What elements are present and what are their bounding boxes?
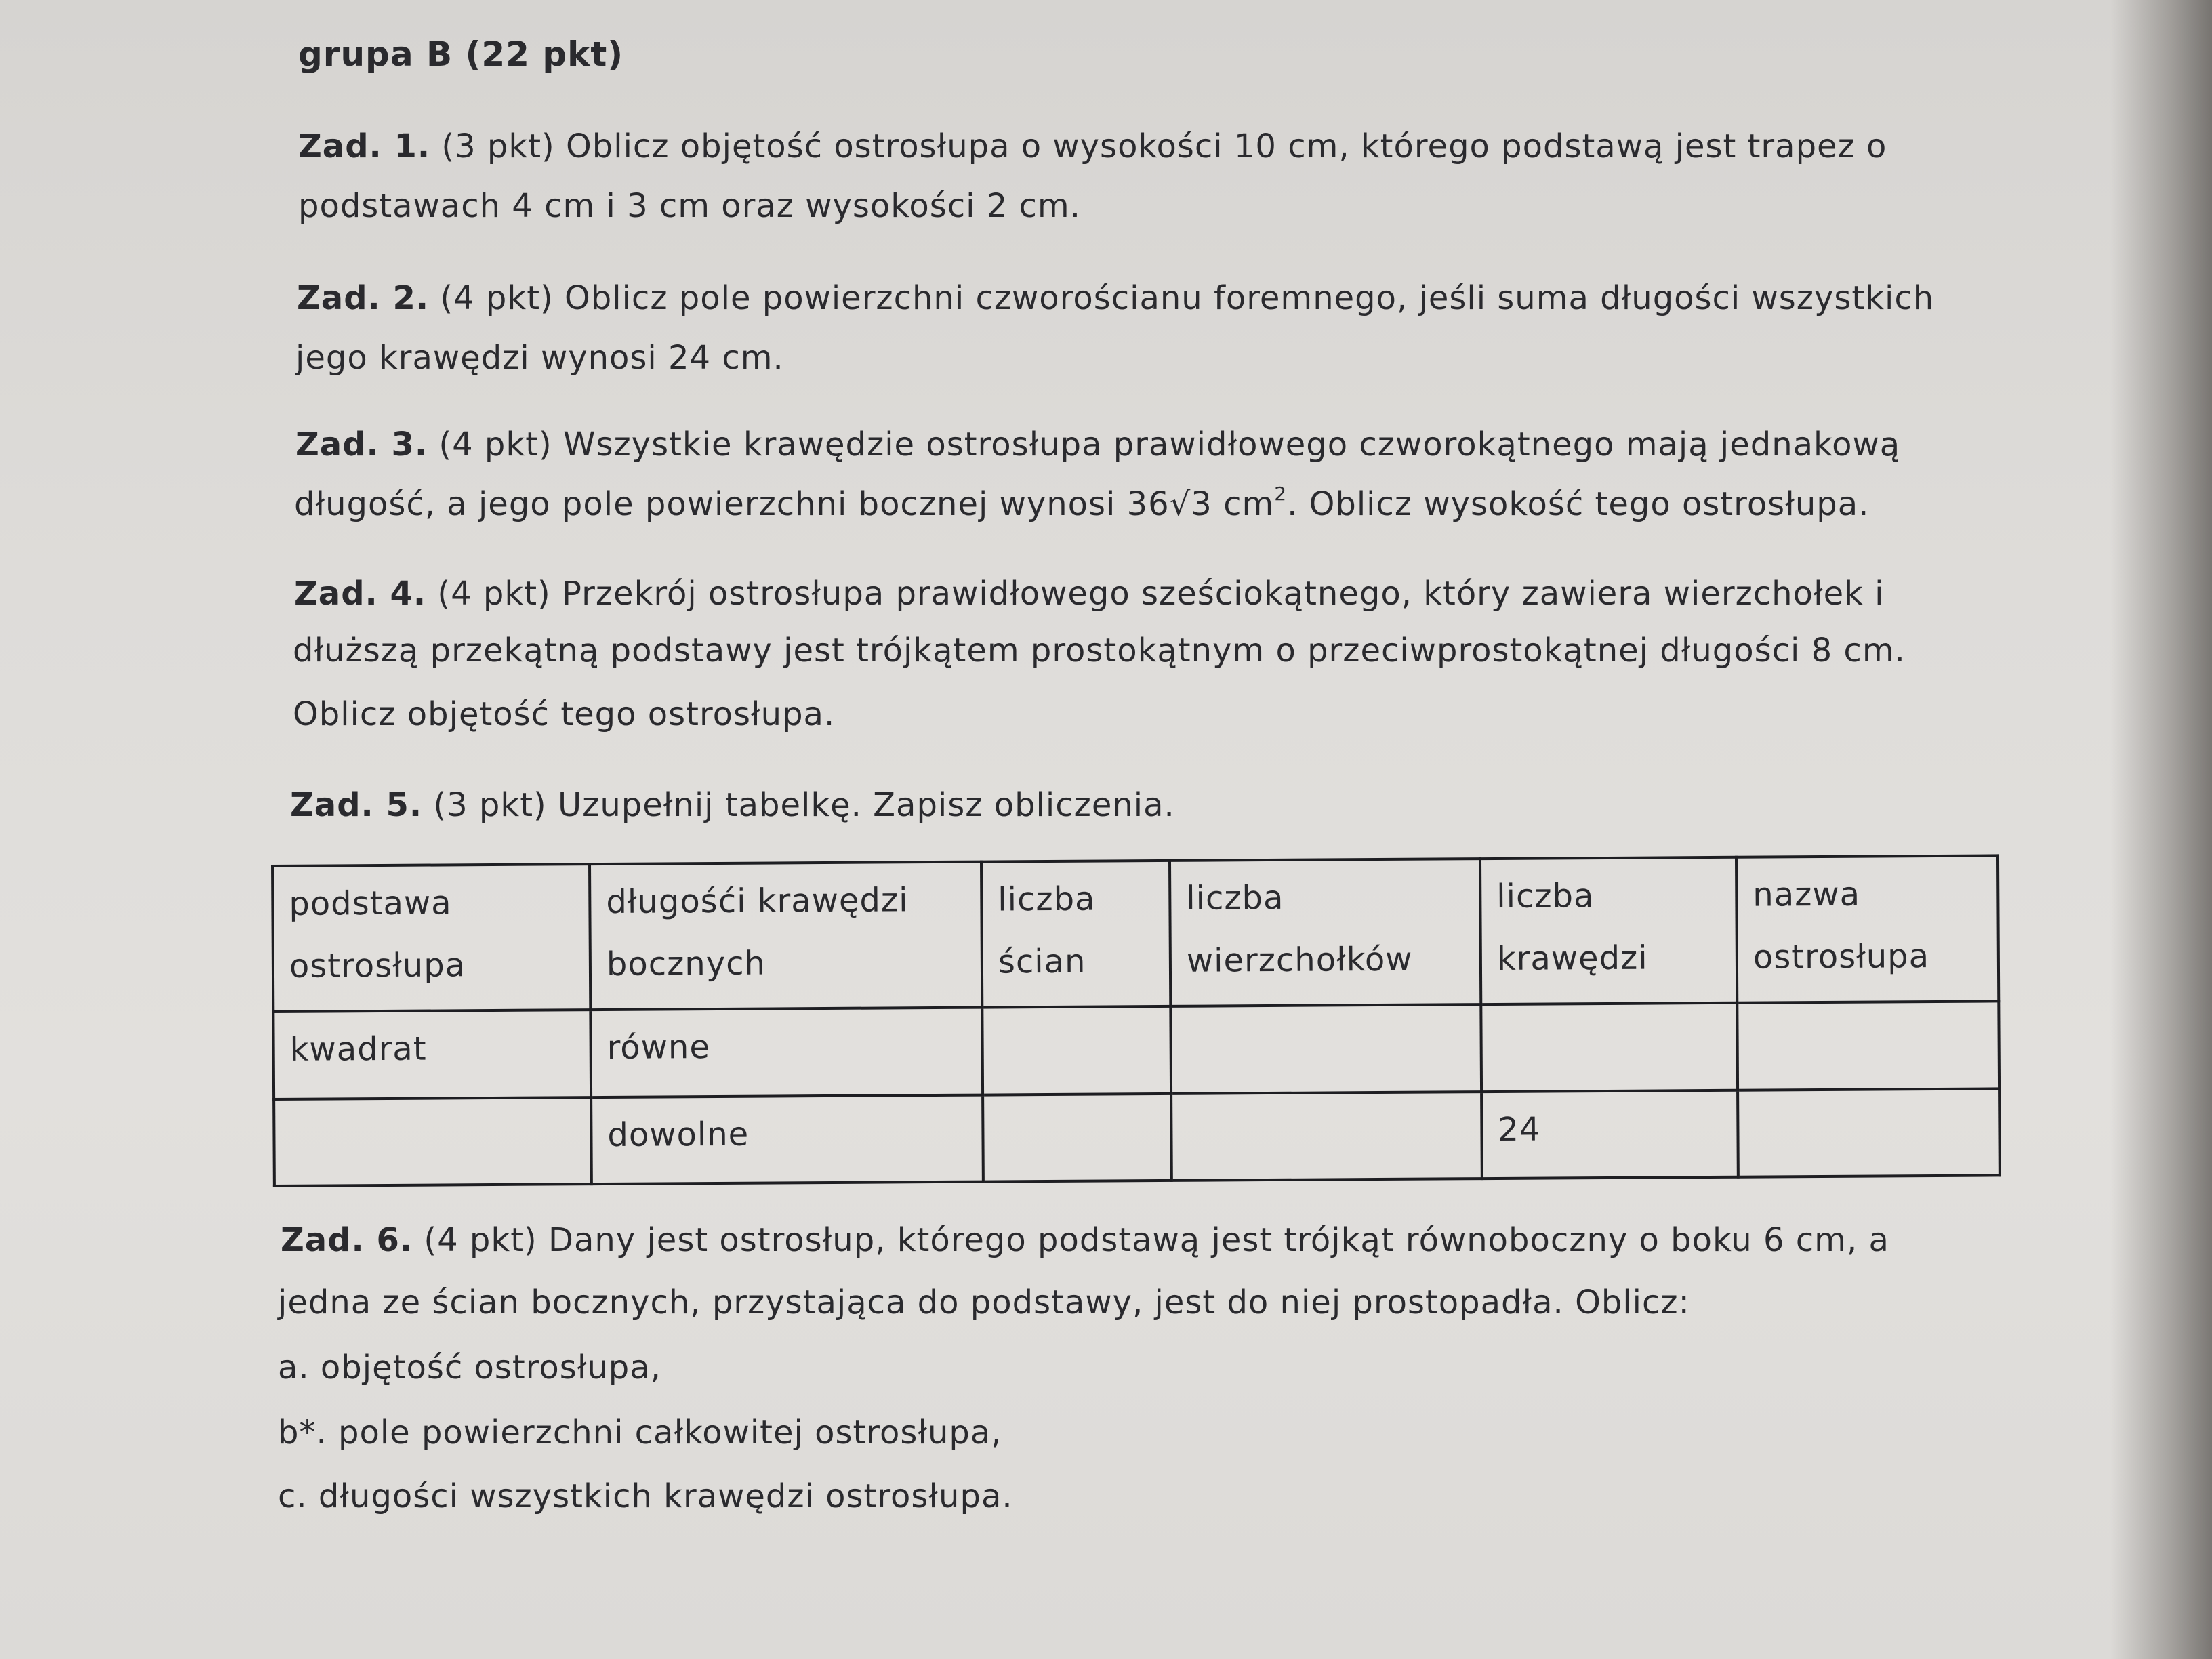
task-4-line-3: Oblicz objętość tego ostrosłupa. [293, 695, 836, 733]
header-cell: nazwa ostrosłupa [1736, 855, 1999, 1003]
task-5-line-1 [290, 785, 1175, 825]
task-4-line-2: dłuższą przekątną podstawy jest trójkątem prostokątnym o przeciwprostokątnej długości 8 cm. [293, 632, 1906, 670]
task-6-item-b: b*. pole powierzchni całkowitej ostrosłupa, [278, 1414, 1002, 1452]
header-cell: liczba krawędzi [1480, 857, 1737, 1005]
table-cell: 24 [1481, 1090, 1738, 1179]
task-6-item-c: c. długości wszystkich krawędzi ostrosłupa. [278, 1477, 1013, 1515]
task-6-label: Zad. 6. [281, 1221, 413, 1259]
table-header-row [272, 855, 1999, 1012]
task-2-text-1: (4 pkt) Oblicz pole powierzchni czworościanu foremnego, jeśli suma długości wszystkich [440, 279, 1935, 317]
table-cell [983, 1094, 1172, 1182]
header-cell: długośći krawędzi bocznych [590, 862, 982, 1010]
table-cell [1737, 1002, 1999, 1090]
task-2-label: Zad. 2. [297, 279, 430, 317]
task-1-line-2: podstawach 4 cm i 3 cm oraz wysokości 2 cm. [298, 187, 1081, 225]
task-4-line-1 [294, 573, 1885, 614]
answer-table [271, 854, 2001, 1187]
task-6-item-a: a. objętość ostrosłupa, [278, 1349, 661, 1387]
group-title: grupa B (22 pkt) [298, 35, 624, 74]
header-cell: liczba ścian [981, 861, 1170, 1008]
table-row [274, 1088, 2000, 1186]
task-4-text-1: (4 pkt) Przekrój ostrosłupa prawidłowego sześciokątnego, który zawiera wierzchołek i [437, 575, 1885, 613]
table-cell [274, 1097, 592, 1186]
table-cell: kwadrat [273, 1010, 591, 1099]
table-cell [982, 1006, 1171, 1094]
task-3-text-2: długość, a jego pole powierzchni bocznej wynosi 36√3 cm [294, 485, 1275, 523]
table-cell [1738, 1088, 2000, 1177]
task-6-line-2: jedna ze ścian bocznych, przystająca do podstawy, jest do niej prostopadła. Oblicz: [278, 1284, 1690, 1322]
task-5-text-1: (3 pkt) Uzupełnij tabelkę. Zapisz obliczenia. [433, 786, 1175, 824]
table-cell [1170, 1004, 1481, 1093]
task-1-text-1: (3 pkt) Oblicz objętość ostrosłupa o wysokości 10 cm, którego podstawą jest trapez o [441, 127, 1887, 165]
task-3-text-1: (4 pkt) Wszystkie krawędzie ostrosłupa prawidłowego czworokątnego mają jednakową [438, 426, 1901, 464]
header-cell: liczba wierzchołków [1170, 859, 1481, 1006]
table-cell: dowolne [591, 1094, 983, 1184]
task-4-label: Zad. 4. [294, 575, 427, 613]
task-3-text-3: . Oblicz wysokość tego ostrosłupa. [1287, 485, 1870, 523]
task-6-text-1: (4 pkt) Dany jest ostrosłup, którego podstawą jest trójkąt równoboczny o boku 6 cm, a [424, 1221, 1889, 1259]
task-3-exponent: 2 [1274, 483, 1288, 505]
page-edge-shadow [2110, 0, 2212, 1659]
table-row [273, 1002, 1999, 1099]
task-2-line-1 [297, 278, 1934, 319]
task-5-label: Zad. 5. [290, 786, 423, 824]
task-2-line-2: jego krawędzi wynosi 24 cm. [295, 339, 784, 377]
task-1-label: Zad. 1. [298, 127, 431, 165]
table-cell: równe [590, 1008, 983, 1097]
task-3-label: Zad. 3. [295, 426, 428, 464]
table-cell [1481, 1003, 1738, 1092]
header-cell: podstawa ostrosłupa [272, 864, 590, 1012]
table-cell [1171, 1092, 1482, 1181]
task-1-line-1 [298, 126, 1887, 167]
task-3-line-2 [294, 484, 1869, 525]
task-6-line-1 [281, 1220, 1889, 1261]
task-3-line-1 [295, 424, 1900, 465]
